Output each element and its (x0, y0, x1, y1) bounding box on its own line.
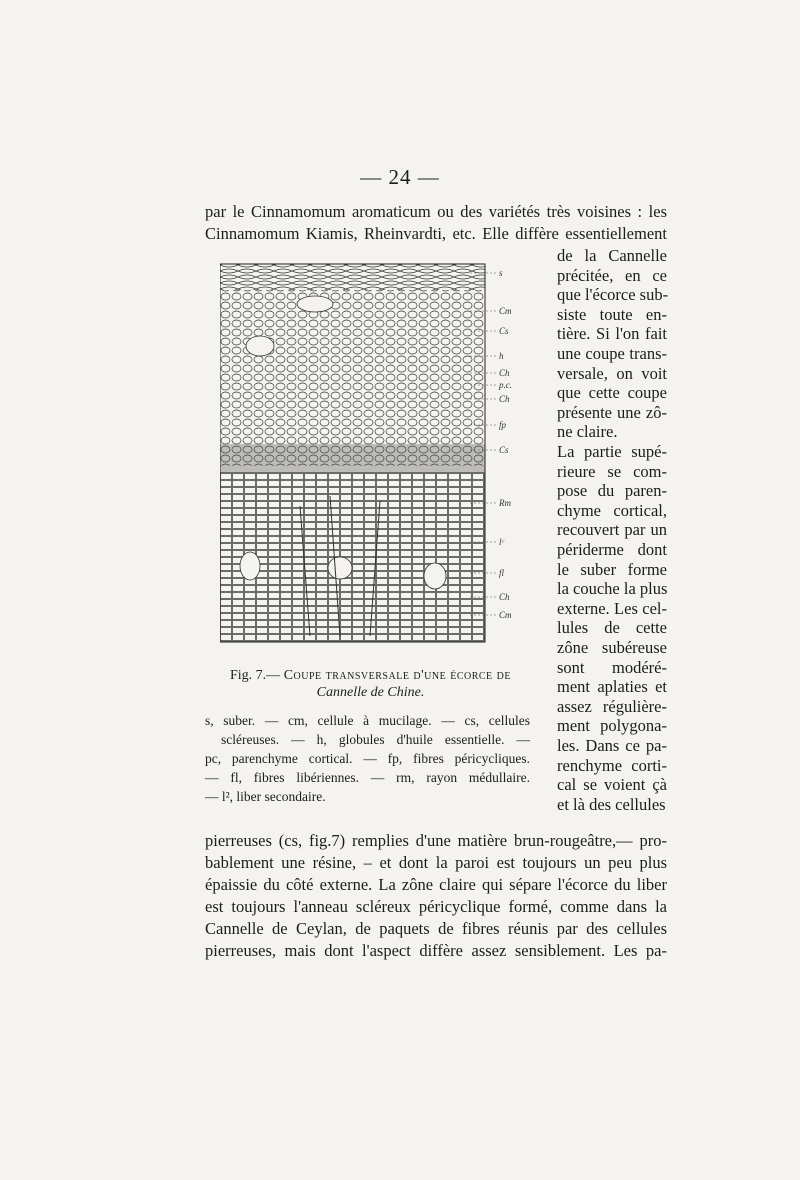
column-line: le suber forme (557, 559, 667, 579)
figure-label: lᶜ (499, 537, 504, 547)
page-number: — 24 — (360, 165, 440, 189)
column-line: ne claire. (557, 422, 618, 442)
column-line: sont modéré- (557, 657, 667, 677)
figure-label: p.c. (499, 380, 512, 390)
text-line: Cannelle de Ceylan, de paquets de fibres réunis par des cellules (205, 919, 667, 938)
figure-number: Fig. 7.— (230, 668, 284, 683)
column-line: assez régulière- (557, 696, 667, 716)
column-line: pose du paren- (557, 481, 667, 501)
legend-line: — l², liber secondaire. (205, 789, 326, 804)
text-line: épaissie du côté externe. La zône claire qui sépare l'écorce du liber (205, 875, 667, 894)
column-line: que cette coupe (557, 383, 667, 403)
column-line: versale, on voit (557, 363, 667, 383)
column-line: tière. Si l'on fait (557, 324, 667, 344)
column-line: externe. Les cel- (557, 598, 667, 618)
column-line: et là des cellules (557, 794, 666, 814)
column-line: ment aplaties et (557, 677, 667, 697)
column-line: les. Dans ce pa- (557, 736, 667, 755)
figure-label: h (499, 351, 504, 361)
figure-label: Cm (499, 306, 512, 316)
figure-illustration (220, 256, 520, 656)
cortical-parenchyma (220, 290, 485, 466)
column-line: cal se voient çà (557, 775, 667, 795)
text-line: par le Cinnamomum aromaticum ou des variétés très voisines : les (205, 202, 667, 221)
figure-title: Coupe transversale d'une écorce de (283, 668, 511, 683)
figure-label: Ch (499, 394, 510, 404)
column-line: lules de cette (557, 618, 667, 638)
column-line: chyme cortical, (557, 500, 667, 520)
figure-label: Cm (499, 610, 512, 620)
text-line: Cinnamomum Kiamis, Rheinvardti, etc. Elle diffère essentiellement (205, 224, 667, 243)
pericyclic-band (220, 444, 485, 472)
legend-line: s, suber. — cm, cellule à mucilage. — cs, cellules (205, 713, 530, 728)
text-line: bablement une résine, – et dont la paroi est toujours un peu plus (205, 853, 667, 872)
column-line: de la Cannelle (557, 246, 667, 265)
text-line: pierreuses (cs, fig.7) remplies d'une matière brun-rougeâtre,— pro- (205, 831, 667, 850)
column-line: recouvert par un (557, 520, 667, 540)
column-line: zône subéreuse (557, 638, 667, 657)
column-line: renchyme corti- (557, 755, 667, 775)
column-line: rieure se com- (557, 461, 667, 481)
figure-label: Ch (499, 368, 510, 378)
column-line: une coupe trans- (557, 344, 667, 363)
secondary-liber (220, 472, 485, 642)
column-line: périderme dont (557, 540, 667, 559)
text-line: pierreuses, mais dont l'aspect diffère assez sensiblement. Les pa- (205, 941, 667, 960)
figure-label: Ch (499, 592, 510, 602)
legend-line: scléreuses. — h, globules d'huile essentielle. — (221, 732, 530, 747)
column-line: la couche la plus (557, 579, 668, 599)
legend-line: pc, parenchyme cortical. — fp, fibres péricycliques. (205, 751, 530, 766)
figure-label: s (499, 268, 503, 278)
figure-label: Cs (499, 445, 509, 455)
column-line: siste toute en- (557, 304, 667, 324)
figure-caption (213, 666, 528, 686)
legend-line: — fl, fibres libériennes. — rm, rayon médullaire. (205, 770, 530, 785)
figure-label: Rm (499, 498, 511, 508)
column-line: présente une zô- (557, 402, 667, 422)
suber-layer (220, 264, 485, 290)
figure-label: Cs (499, 326, 509, 336)
text-line: est toujours l'anneau scléreux péricyclique formé, comme dans la (205, 897, 667, 916)
column-line: précitée, en ce (557, 265, 667, 285)
figure-subtitle: Cannelle de Chine. (316, 685, 425, 700)
column-line: ment polygona- (557, 716, 667, 736)
column-line: que l'écorce sub- (557, 285, 669, 305)
column-line: La partie supé- (557, 442, 667, 461)
figure-label: fl (499, 568, 505, 578)
figure-label: fp (499, 420, 507, 430)
